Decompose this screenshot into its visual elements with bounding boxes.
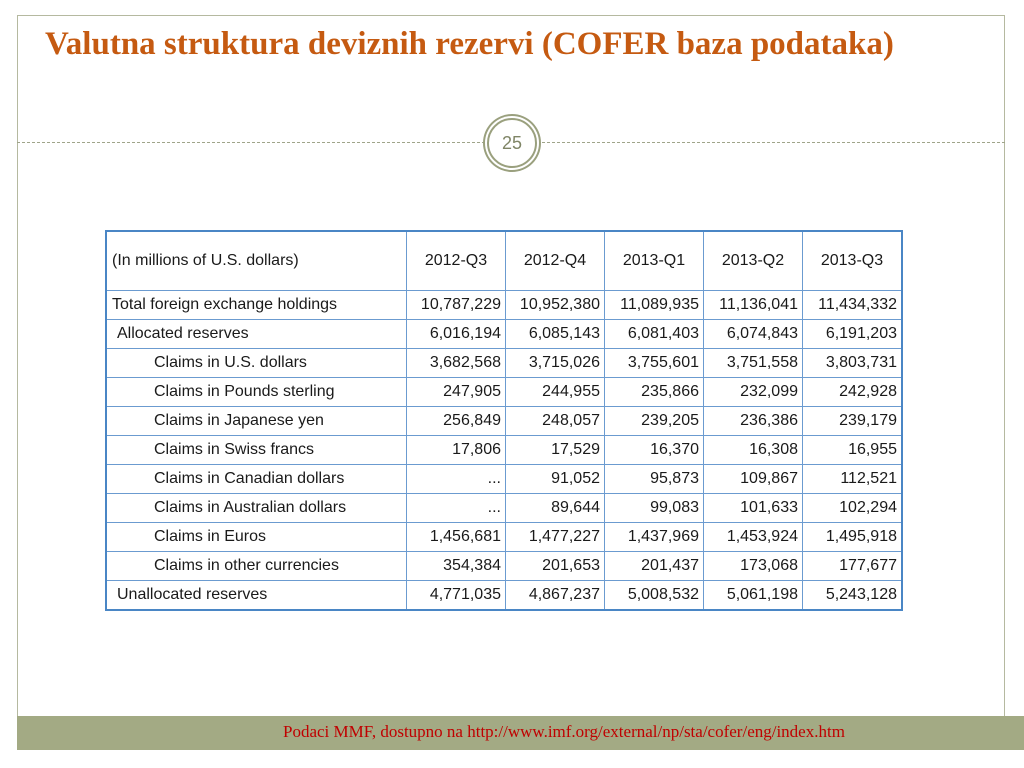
- table-cell: 112,521: [803, 465, 903, 494]
- row-label: Allocated reserves: [106, 320, 407, 349]
- table-cell: 17,529: [506, 436, 605, 465]
- table-cell: 5,061,198: [704, 581, 803, 611]
- table-cell: 109,867: [704, 465, 803, 494]
- table-cell: 354,384: [407, 552, 506, 581]
- table-cell: 201,653: [506, 552, 605, 581]
- table-cell: 3,755,601: [605, 349, 704, 378]
- table-cell: 4,867,237: [506, 581, 605, 611]
- table-cell: 16,308: [704, 436, 803, 465]
- table-cell: 16,370: [605, 436, 704, 465]
- table-cell: 5,243,128: [803, 581, 903, 611]
- page-number: 25: [501, 132, 523, 153]
- table-cell: 244,955: [506, 378, 605, 407]
- table-cell: 173,068: [704, 552, 803, 581]
- table-cell: 16,955: [803, 436, 903, 465]
- table-cell: 6,085,143: [506, 320, 605, 349]
- column-header: 2013-Q2: [704, 231, 803, 291]
- table-cell: 1,437,969: [605, 523, 704, 552]
- table-cell: 11,136,041: [704, 291, 803, 320]
- table-cell: 91,052: [506, 465, 605, 494]
- table-cell: 239,179: [803, 407, 903, 436]
- row-label: Claims in other currencies: [106, 552, 407, 581]
- row-label: Claims in Pounds sterling: [106, 378, 407, 407]
- column-header: 2012-Q4: [506, 231, 605, 291]
- table-row: [106, 494, 902, 523]
- table-header-row: [106, 231, 902, 291]
- table-cell: 95,873: [605, 465, 704, 494]
- page-number-badge: [487, 118, 537, 168]
- cofer-table: [105, 230, 903, 611]
- table-cell: 248,057: [506, 407, 605, 436]
- row-label: Total foreign exchange holdings: [106, 291, 407, 320]
- table-cell: 247,905: [407, 378, 506, 407]
- table-cell: 11,089,935: [605, 291, 704, 320]
- table-cell: 235,866: [605, 378, 704, 407]
- row-label: Claims in Japanese yen: [106, 407, 407, 436]
- table-cell: 4,771,035: [407, 581, 506, 611]
- table-cell: 89,644: [506, 494, 605, 523]
- header-label: (In millions of U.S. dollars): [106, 231, 407, 291]
- table-row: [106, 349, 902, 378]
- table-row: [106, 291, 902, 320]
- table-row: [106, 320, 902, 349]
- column-header: 2013-Q3: [803, 231, 903, 291]
- row-label: Claims in Euros: [106, 523, 407, 552]
- table-row: [106, 523, 902, 552]
- table-cell: 6,074,843: [704, 320, 803, 349]
- source-note: Podaci MMF, dostupno na http://www.imf.org/external/np/sta/cofer/eng/index.htm: [283, 722, 845, 741]
- row-label: Claims in U.S. dollars: [106, 349, 407, 378]
- table-cell: 239,205: [605, 407, 704, 436]
- table-cell: 1,456,681: [407, 523, 506, 552]
- row-label: Unallocated reserves: [106, 581, 407, 611]
- table-cell: 236,386: [704, 407, 803, 436]
- table-cell: ...: [407, 465, 506, 494]
- table-cell: 5,008,532: [605, 581, 704, 611]
- table-cell: 232,099: [704, 378, 803, 407]
- table-cell: 3,803,731: [803, 349, 903, 378]
- table-cell: 17,806: [407, 436, 506, 465]
- table-row: [106, 436, 902, 465]
- table-cell: 99,083: [605, 494, 704, 523]
- table-cell: 1,495,918: [803, 523, 903, 552]
- table-cell: 242,928: [803, 378, 903, 407]
- table-cell: 11,434,332: [803, 291, 903, 320]
- table-cell: 201,437: [605, 552, 704, 581]
- table-cell: 10,787,229: [407, 291, 506, 320]
- table-cell: 1,477,227: [506, 523, 605, 552]
- table-body: [106, 291, 902, 611]
- table-cell: 102,294: [803, 494, 903, 523]
- table-cell: 101,633: [704, 494, 803, 523]
- table-cell: 3,715,026: [506, 349, 605, 378]
- table-cell: 6,191,203: [803, 320, 903, 349]
- column-header: 2013-Q1: [605, 231, 704, 291]
- table-cell: 256,849: [407, 407, 506, 436]
- table-cell: 6,016,194: [407, 320, 506, 349]
- row-label: Claims in Canadian dollars: [106, 465, 407, 494]
- slide-title: Valutna struktura deviznih rezervi (COFER baza podataka): [45, 26, 894, 62]
- table-cell: 10,952,380: [506, 291, 605, 320]
- column-header: 2012-Q3: [407, 231, 506, 291]
- table-row: [106, 407, 902, 436]
- table-cell: 1,453,924: [704, 523, 803, 552]
- table-cell: 3,682,568: [407, 349, 506, 378]
- table-cell: ...: [407, 494, 506, 523]
- table-row: [106, 465, 902, 494]
- table-cell: 6,081,403: [605, 320, 704, 349]
- row-label: Claims in Australian dollars: [106, 494, 407, 523]
- table-row: [106, 552, 902, 581]
- table-cell: 3,751,558: [704, 349, 803, 378]
- row-label: Claims in Swiss francs: [106, 436, 407, 465]
- table-row: [106, 581, 902, 611]
- table-cell: 177,677: [803, 552, 903, 581]
- table-row: [106, 378, 902, 407]
